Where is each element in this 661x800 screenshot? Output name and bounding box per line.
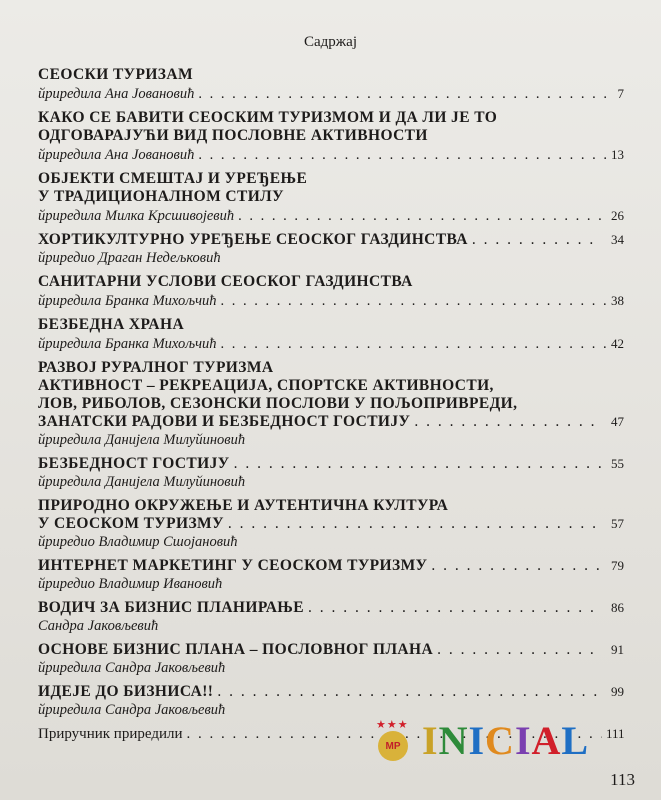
toc-entry (38, 455, 624, 491)
toc-entry-title: САНИТАРНИ УСЛОВИ СЕОСКОГ ГАЗДИНСТВА (38, 273, 413, 290)
toc-entry-author: йриредила Бранка Михољчић . . . 38 (38, 292, 624, 310)
toc-entry-author: йриредила Бранка Михољчић . . . 42 (38, 335, 624, 353)
toc-entry-author: йриредила Ана Јовановић . . . 13 (38, 146, 624, 164)
toc-entry-title: БЕЗБЕДНА ХРАНА (38, 316, 185, 333)
toc-entry-author: йриредила Сандра Јаковљевић (38, 660, 226, 676)
page-number: 113 (610, 770, 635, 789)
leader-dots (414, 413, 602, 431)
toc-entry-author: йриредио Драган Недељковић (38, 250, 221, 266)
leader-dots (217, 683, 602, 701)
toc-entry-author: Сандра Јаковљевић (38, 618, 159, 634)
logo-emblem-icon: ★★★ MP (370, 718, 422, 764)
toc-entry-title: ПРИРОДНО ОКРУЖЕЊЕ И АУТЕНТИЧНА КУЛТУРА (38, 497, 449, 514)
toc-page-number: 47 (611, 414, 624, 429)
toc-page-number: 57 (611, 516, 624, 531)
toc-entry (38, 641, 624, 677)
toc-entry-title: ХОРТИКУЛТУРНО УРЕЂЕЊЕ СЕОСКОГ ГАЗДИНСТВА . . . 34 (38, 231, 624, 249)
toc-entry-title: КАКО СЕ БАВИТИ СЕОСКИМ ТУРИЗМОМ И ДА ЛИ ЈЕ ТО (38, 109, 498, 126)
leader-dots (198, 147, 607, 164)
toc-entry-title: ОСНОВЕ БИЗНИС ПЛАНА – ПОСЛОВНОГ ПЛАНА . . . 91 (38, 641, 624, 659)
leader-dots (228, 515, 602, 533)
toc-entry (38, 497, 624, 551)
toc-page-number: 13 (611, 147, 624, 162)
toc-page-number: 42 (611, 336, 624, 351)
toc-entry-title: ЛОВ, РИБОЛОВ, СЕЗОНСКИ ПОСЛОВИ У ПОЉОПРИВРЕДИ, (38, 395, 518, 412)
toc-entry-author: йриредио Владимир Сшојановић (38, 534, 238, 550)
leader-dots (308, 599, 602, 617)
toc-entry-title: У СЕОСКОМ ТУРИЗМУ . . . 57 (38, 515, 624, 533)
toc-entry (38, 599, 624, 635)
table-of-contents (38, 66, 624, 749)
toc-entry-title: СЕОСКИ ТУРИЗАМ (38, 66, 193, 83)
toc-entry-author: йриредила Данијела Милуйиновић (38, 432, 246, 448)
logo-text: INICIAL (422, 718, 590, 763)
toc-entry-author: йриредила Милка Крсшивојевић . . . 26 (38, 207, 624, 225)
toc-entry-title: ОДГОВАРАЈУЋИ ВИД ПОСЛОВНЕ АКТИВНОСТИ (38, 127, 428, 144)
toc-entry-title: БЕЗБЕДНОСТ ГОСТИЈУ . . . 55 (38, 455, 624, 473)
toc-entry (38, 557, 624, 593)
toc-entry (38, 359, 624, 449)
leader-dots (437, 641, 602, 659)
toc-page-number: 79 (611, 558, 624, 573)
toc-entry-title: ОБЈЕКТИ СМЕШТАЈ И УРЕЂЕЊЕ (38, 170, 308, 187)
toc-entry-title: ИНТЕРНЕТ МАРКЕТИНГ У СЕОСКОМ ТУРИЗМУ . . . 79 (38, 557, 624, 575)
leader-dots (234, 455, 602, 473)
toc-page-number: 111 (606, 726, 625, 741)
toc-page-number: 91 (611, 642, 624, 657)
page-title: Садржај (304, 34, 357, 50)
toc-entry-title: АКТИВНОСТ – РЕКРЕАЦИЈА, СПОРТСКЕ АКТИВНОСТИ, (38, 377, 494, 394)
toc-entry-title: У ТРАДИЦИОНАЛНОМ СТИЛУ (38, 188, 284, 205)
toc-page-number: 86 (611, 600, 624, 615)
toc-entry (38, 273, 624, 310)
watermark-logo (370, 716, 640, 766)
toc-entry-title: Приручник приредили . . . 111 (38, 725, 624, 743)
toc-entry-author: йриредила Сандра Јаковљевић (38, 702, 226, 718)
leader-dots (472, 231, 602, 249)
leader-dots (238, 208, 607, 225)
toc-page-number: 34 (611, 232, 624, 247)
toc-page-number: 26 (611, 208, 624, 223)
leader-dots (198, 86, 613, 103)
toc-entry (38, 316, 624, 353)
toc-page-number: 7 (617, 86, 624, 101)
toc-entry (38, 231, 624, 267)
toc-entry-author: йриредио Владимир Ивановић (38, 576, 223, 592)
toc-page-number: 99 (611, 684, 624, 699)
toc-entry-title: ИДЕЈЕ ДО БИЗНИСА!! . . . 99 (38, 683, 624, 701)
leader-dots (431, 557, 602, 575)
toc-entry (38, 66, 624, 103)
toc-entry-author: йриредила Ана Јовановић . . . 7 (38, 85, 624, 103)
toc-entry-title: ЗАНАТСКИ РАДОВИ И БЕЗБЕДНОСТ ГОСТИЈУ . . . 47 (38, 413, 624, 431)
toc-entry (38, 109, 624, 164)
toc-page-number: 38 (611, 293, 624, 308)
toc-entry-title: РАЗВОЈ РУРАЛНОГ ТУРИЗМА (38, 359, 274, 376)
toc-entry-author: йриредила Данијела Милуйиновић (38, 474, 246, 490)
toc-entry-title: ВОДИЧ ЗА БИЗНИС ПЛАНИРАЊЕ . . . 86 (38, 599, 624, 617)
toc-entry (38, 170, 624, 225)
toc-entry (38, 683, 624, 719)
leader-dots (221, 336, 608, 353)
leader-dots (221, 293, 608, 310)
toc-page-number: 55 (611, 456, 624, 471)
